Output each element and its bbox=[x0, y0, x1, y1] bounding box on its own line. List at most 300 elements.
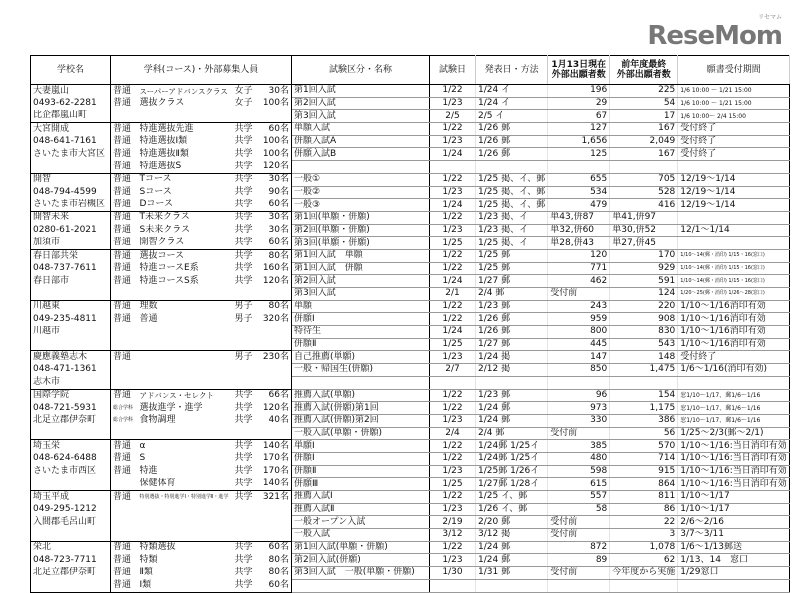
exam-date: 1/22 bbox=[430, 249, 476, 262]
prev-applicants: 543 bbox=[610, 338, 678, 351]
application-period: 1/13、14 窓口 bbox=[678, 554, 790, 567]
school-phone: 048-624-6488 bbox=[31, 452, 111, 465]
announce-method: 1/24 郵 bbox=[476, 414, 548, 427]
course-name: S未来クラス bbox=[139, 224, 190, 235]
course-name: 特進選抜Ⅰ類 bbox=[139, 136, 188, 147]
prev-applicants: 386 bbox=[610, 414, 678, 427]
applicants-count: 655 bbox=[548, 173, 610, 186]
course-type: 普通 bbox=[111, 249, 138, 262]
table-row bbox=[31, 529, 790, 542]
exam-name bbox=[292, 161, 430, 174]
exam-name: 一般③ bbox=[292, 199, 430, 212]
applicants-count: 120 bbox=[548, 249, 610, 262]
course-name bbox=[138, 338, 233, 351]
prev-applicants: 2,049 bbox=[610, 135, 678, 148]
course-quota: 60名 bbox=[259, 237, 292, 250]
header-school: 学校名 bbox=[31, 56, 111, 85]
application-period: 1/10～1/16消印有効 bbox=[678, 326, 790, 339]
applicants-count: 127 bbox=[548, 123, 610, 136]
prev-applicants: 22 bbox=[610, 516, 678, 529]
announce-method: 1/24 掲 bbox=[476, 351, 548, 364]
applicants-count bbox=[548, 579, 610, 592]
course-gender: 共学 bbox=[234, 478, 253, 489]
application-period: 1/10～1/17 bbox=[678, 503, 790, 516]
course-gender: 共学 bbox=[234, 579, 253, 590]
header-row bbox=[31, 56, 790, 85]
course-type bbox=[111, 364, 138, 377]
logo-kana: リセマム bbox=[758, 14, 782, 21]
announce-method: 2/20 郵 bbox=[476, 516, 548, 529]
course-gender bbox=[233, 364, 259, 377]
exam-name: 併願Ⅱ bbox=[292, 338, 430, 351]
school-phone: 049-235-4811 bbox=[31, 313, 111, 326]
course-type: 普通 bbox=[111, 491, 138, 504]
prev-applicants: 864 bbox=[610, 478, 678, 491]
exam-date: 1/30 bbox=[430, 567, 476, 580]
announce-method bbox=[476, 376, 548, 389]
exam-name: 推薦入試Ⅰ bbox=[292, 491, 430, 504]
exam-name: 第1回入試(単願・併願) bbox=[292, 541, 430, 554]
course-gender: 共学 bbox=[234, 275, 253, 286]
course-gender bbox=[233, 376, 259, 389]
course-gender: 共学 bbox=[233, 389, 259, 402]
exam-date: 1/23 bbox=[430, 224, 476, 237]
applicants-count bbox=[548, 161, 610, 174]
table-row bbox=[31, 262, 790, 275]
course-quota: 30名 bbox=[259, 85, 292, 98]
prev-applicants: 単27,併45 bbox=[610, 237, 678, 250]
course-type: 普通 bbox=[113, 161, 132, 172]
application-period: 1/6～1/16(消印有効) bbox=[678, 364, 790, 377]
course-quota: 120名 bbox=[259, 275, 292, 288]
table-row bbox=[31, 579, 790, 592]
course-quota bbox=[259, 110, 292, 123]
announce-method: 1/24 イ bbox=[476, 85, 548, 98]
school-city: 加須市 bbox=[31, 237, 111, 250]
course-gender: 共学 bbox=[234, 136, 253, 147]
table-row bbox=[31, 516, 790, 529]
application-period: 2/6～2/16 bbox=[678, 516, 790, 529]
exam-name: 第3回入試 bbox=[292, 288, 430, 301]
course-name bbox=[138, 364, 233, 377]
school-name: 大宮開成 bbox=[31, 123, 111, 136]
applicants-count: 196 bbox=[548, 85, 610, 98]
course-name bbox=[138, 427, 233, 440]
application-period: 1/10～1/16:当日消印有効 bbox=[678, 452, 790, 465]
application-period: 窓1/10～1/17、郵1/6～1/16 bbox=[678, 414, 790, 427]
applicants-count: 89 bbox=[548, 554, 610, 567]
course-gender bbox=[233, 516, 259, 529]
announce-method: 1/24郵 1/25イ bbox=[476, 452, 548, 465]
applicants-count: 受付前 bbox=[548, 529, 610, 542]
exam-date: 1/22 bbox=[430, 173, 476, 186]
exam-name: 推薦入試(併願)第2回 bbox=[292, 414, 430, 427]
exam-date: 1/24 bbox=[430, 148, 476, 161]
course-name: 開智クラス bbox=[139, 237, 185, 248]
course-gender: 男子 bbox=[233, 351, 259, 364]
course-type: 普通 bbox=[111, 85, 138, 98]
table-row bbox=[31, 351, 790, 364]
course-quota: 90名 bbox=[259, 186, 292, 199]
exam-name: 第2回入試(併願) bbox=[292, 554, 430, 567]
announce-method: 1/26 郵 bbox=[476, 135, 548, 148]
applicants-count: 147 bbox=[548, 351, 610, 364]
school-phone: 048-471-1361 bbox=[31, 364, 111, 377]
applicants-count: 872 bbox=[548, 541, 610, 554]
exam-name: 自己推薦(単願) bbox=[292, 351, 430, 364]
announce-method: 1/26 郵 bbox=[476, 123, 548, 136]
announce-method: 1/23 郵 bbox=[476, 300, 548, 313]
applicants-count: 445 bbox=[548, 338, 610, 351]
course-gender: 共学 bbox=[234, 186, 253, 197]
resemom-logo bbox=[647, 14, 782, 51]
course-type: 普通 bbox=[113, 136, 132, 147]
applicants-count: 96 bbox=[548, 389, 610, 402]
applicants-count: 受付前 bbox=[548, 288, 610, 301]
course-name bbox=[138, 376, 233, 389]
exam-name: 推薦入試(単願) bbox=[292, 389, 430, 402]
applicants-count: 615 bbox=[548, 478, 610, 491]
course-quota: 30名 bbox=[259, 173, 292, 186]
course-type bbox=[111, 427, 138, 440]
prev-applicants: 929 bbox=[610, 262, 678, 275]
course-gender bbox=[233, 503, 259, 516]
prev-applicants: 591 bbox=[610, 275, 678, 288]
course-name: 理数 bbox=[138, 300, 233, 313]
course-quota: 60名 bbox=[259, 579, 292, 592]
exam-name: 推薦入試Ⅱ bbox=[292, 503, 430, 516]
course-type: 普通 bbox=[113, 262, 132, 273]
course-gender: 共学 bbox=[234, 554, 253, 565]
table-row bbox=[31, 199, 790, 212]
application-period: 窓1/10～1/17、郵1/6～1/16 bbox=[678, 402, 790, 415]
application-period: 受付終了 bbox=[678, 123, 790, 136]
course-gender: 共学 bbox=[234, 415, 253, 426]
school-name: 埼玉平成 bbox=[31, 491, 111, 504]
school-city: さいたま市西区 bbox=[31, 465, 111, 478]
logo-text: ReseMom bbox=[647, 21, 782, 51]
table-row bbox=[31, 110, 790, 123]
course-quota bbox=[259, 503, 292, 516]
exam-name: 一般入試(単願・併願) bbox=[292, 427, 430, 440]
school-name: 国際学院 bbox=[31, 389, 111, 402]
course-type bbox=[111, 338, 138, 351]
school-name: 開智未来 bbox=[31, 211, 111, 224]
prev-applicants bbox=[610, 579, 678, 592]
course-quota: 140名 bbox=[259, 440, 292, 453]
course-quota: 80名 bbox=[259, 300, 292, 313]
school-name: 埼玉栄 bbox=[31, 440, 111, 453]
applicants-count: 557 bbox=[548, 491, 610, 504]
prev-applicants: 56 bbox=[610, 427, 678, 440]
header-applicants: 1月13日現在 外部出願者数 bbox=[548, 56, 610, 85]
exam-date: 2/19 bbox=[430, 516, 476, 529]
course-quota: 100名 bbox=[259, 97, 292, 110]
course-quota: 60名 bbox=[259, 123, 292, 136]
course-gender: 共学 bbox=[234, 148, 253, 159]
application-period: 窓1/10～1/17、郵1/6～1/16 bbox=[678, 389, 790, 402]
applicants-count: 534 bbox=[548, 186, 610, 199]
course-gender: 共学 bbox=[233, 541, 259, 554]
school-phone: 049-295-1212 bbox=[31, 503, 111, 516]
announce-method: 2/12 掲 bbox=[476, 364, 548, 377]
announce-method: 1/23 掲、イ bbox=[476, 211, 548, 224]
course-quota bbox=[259, 288, 292, 301]
table-row bbox=[31, 541, 790, 554]
prev-applicants: 17 bbox=[610, 110, 678, 123]
course-name: 特進選抜Ⅱ類 bbox=[139, 148, 189, 159]
course-quota: 80名 bbox=[259, 249, 292, 262]
exam-name: 一般オープン入試 bbox=[292, 516, 430, 529]
school-city: さいたま市岩槻区 bbox=[31, 199, 111, 212]
course-name bbox=[138, 503, 233, 516]
prev-applicants: 570 bbox=[610, 440, 678, 453]
course-gender: 共学 bbox=[234, 199, 253, 210]
announce-method: 1/24 郵 bbox=[476, 554, 548, 567]
course-quota: 80名 bbox=[259, 554, 292, 567]
application-period: 12/19～1/14 bbox=[678, 173, 790, 186]
exam-date: 1/22 bbox=[430, 541, 476, 554]
announce-method: 1/24郵 1/25イ bbox=[476, 440, 548, 453]
table-row bbox=[31, 567, 790, 580]
exam-date: 1/22 bbox=[430, 402, 476, 415]
exam-name: 第3回入試 一般(単願・併願) bbox=[292, 567, 430, 580]
announce-method: 1/24 郵 bbox=[476, 541, 548, 554]
announce-method: 1/25 掲、イ bbox=[476, 237, 548, 250]
course-type: 普通 bbox=[113, 98, 132, 109]
prev-applicants: 124 bbox=[610, 288, 678, 301]
applicants-count: 479 bbox=[548, 199, 610, 212]
course-gender bbox=[233, 326, 259, 339]
course-name: 特進コースE系 bbox=[139, 262, 199, 273]
exam-date: 1/23 bbox=[430, 554, 476, 567]
prev-applicants: 62 bbox=[610, 554, 678, 567]
prev-applicants: 705 bbox=[610, 173, 678, 186]
exam-name: 一般① bbox=[292, 173, 430, 186]
course-gender bbox=[233, 529, 259, 542]
prev-applicants: 220 bbox=[610, 300, 678, 313]
course-quota bbox=[259, 516, 292, 529]
course-name: 食物調理 bbox=[139, 415, 176, 426]
course-quota: 66名 bbox=[259, 389, 292, 402]
school-name: 慶應義塾志木 bbox=[31, 351, 111, 364]
table-row bbox=[31, 491, 790, 504]
applicants-count: 58 bbox=[548, 503, 610, 516]
course-name: Tコース bbox=[138, 173, 233, 186]
application-period: 1/10～14(郵・消印) 1/15・16(窓口) bbox=[678, 262, 790, 275]
course-type bbox=[111, 529, 138, 542]
table-row bbox=[31, 478, 790, 491]
applicants-count: 受付前 bbox=[548, 567, 610, 580]
course-quota: 40名 bbox=[259, 414, 292, 427]
table-row bbox=[31, 414, 790, 427]
course-gender: 女子 bbox=[234, 98, 253, 109]
announce-method: 1/25 イ、郵 bbox=[476, 491, 548, 504]
course-name bbox=[138, 288, 233, 301]
school-city: さいたま市大宮区 bbox=[31, 148, 111, 161]
applicants-count: 125 bbox=[548, 148, 610, 161]
exam-date: 3/12 bbox=[430, 529, 476, 542]
course-type: 普通 bbox=[113, 237, 132, 248]
course-quota: 320名 bbox=[259, 313, 292, 326]
announce-method: 1/24 郵 bbox=[476, 402, 548, 415]
course-gender: 共学 bbox=[233, 123, 259, 136]
exam-name: 単願 bbox=[292, 300, 430, 313]
header-dept: 学科(コース)・外部募集人員 bbox=[111, 56, 292, 85]
course-type: 普通 bbox=[113, 554, 132, 565]
prev-applicants: 167 bbox=[610, 123, 678, 136]
course-type: 普通 bbox=[113, 567, 132, 578]
course-name: 特進選抜先進 bbox=[138, 123, 233, 136]
applicants-count bbox=[548, 376, 610, 389]
applicants-count: 受付前 bbox=[548, 516, 610, 529]
course-name bbox=[138, 351, 233, 364]
announce-method: 1/27郵 1/28イ bbox=[476, 478, 548, 491]
school-cell bbox=[31, 161, 111, 174]
table-row bbox=[31, 275, 790, 288]
announce-method bbox=[476, 161, 548, 174]
course-name: 選抜進学・進学 bbox=[139, 402, 203, 413]
announce-method: 1/26 郵 bbox=[476, 326, 548, 339]
announce-method: 2/4 郵 bbox=[476, 288, 548, 301]
school-city: 北足立郡伊奈町 bbox=[31, 567, 111, 580]
announce-method: 1/31 郵 bbox=[476, 567, 548, 580]
exam-date: 2/7 bbox=[430, 364, 476, 377]
course-name: 保健体育 bbox=[139, 478, 176, 489]
course-quota bbox=[259, 364, 292, 377]
course-gender: 女子 bbox=[233, 85, 259, 98]
course-type: 普通 bbox=[111, 300, 138, 313]
course-gender bbox=[233, 427, 259, 440]
course-quota bbox=[259, 338, 292, 351]
school-city: 入間郡毛呂山町 bbox=[31, 516, 111, 529]
course-gender: 共学 bbox=[234, 262, 253, 273]
course-gender: 共学 bbox=[234, 237, 253, 248]
school-city: 春日部市 bbox=[31, 275, 111, 288]
exam-date: 2/4 bbox=[430, 427, 476, 440]
course-name: α bbox=[138, 440, 233, 453]
course-quota: 60名 bbox=[259, 199, 292, 212]
school-phone: 048-641-7161 bbox=[31, 135, 111, 148]
exam-date: 1/22 bbox=[430, 123, 476, 136]
applicants-count: 330 bbox=[548, 414, 610, 427]
course-type bbox=[111, 478, 138, 491]
prev-applicants: 3 bbox=[610, 529, 678, 542]
exam-date: 1/23 bbox=[430, 414, 476, 427]
table-row bbox=[31, 237, 790, 250]
prev-applicants: 1,078 bbox=[610, 541, 678, 554]
application-period bbox=[678, 376, 790, 389]
exam-name: 一般入試 bbox=[292, 529, 430, 542]
application-period bbox=[678, 579, 790, 592]
application-period: 1/10～14(郵・消印) 1/15・16(窓口) bbox=[678, 275, 790, 288]
prev-applicants: 今年度から実施 bbox=[610, 567, 678, 580]
course-quota bbox=[259, 529, 292, 542]
application-period: 1/10～1/16消印有効 bbox=[678, 313, 790, 326]
prev-applicants: 1,175 bbox=[610, 402, 678, 415]
school-cell bbox=[31, 338, 111, 351]
exam-name: 第1回入試 bbox=[292, 85, 430, 98]
exam-name: 第1回入試 単願 bbox=[292, 249, 430, 262]
applicants-count: 480 bbox=[548, 452, 610, 465]
school-name: 春日部共栄 bbox=[31, 249, 111, 262]
course-type: 普通 bbox=[113, 453, 132, 464]
applicants-count: 800 bbox=[548, 326, 610, 339]
school-name: 栄北 bbox=[31, 541, 111, 554]
course-quota: 30名 bbox=[259, 224, 292, 237]
course-gender: 共学 bbox=[234, 224, 253, 235]
exam-date: 1/22 bbox=[430, 491, 476, 504]
course-type: 普通 bbox=[113, 148, 132, 159]
header-exam: 試験区分・名称 bbox=[292, 56, 430, 85]
application-period: 1/10～1/16:当日消印有効 bbox=[678, 478, 790, 491]
school-name: 川越東 bbox=[31, 300, 111, 313]
course-type: 普通 bbox=[111, 440, 138, 453]
exam-date: 1/22 bbox=[430, 211, 476, 224]
course-name: 選抜コース bbox=[138, 249, 233, 262]
exam-date: 1/24 bbox=[430, 275, 476, 288]
course-type: 普通 bbox=[113, 313, 132, 324]
course-name: Dコース bbox=[139, 199, 173, 210]
course-type: 普通 bbox=[113, 186, 132, 197]
announce-method: 1/25郵 1/26イ bbox=[476, 465, 548, 478]
school-cell bbox=[31, 427, 111, 440]
table-row bbox=[31, 465, 790, 478]
prev-applicants: 86 bbox=[610, 503, 678, 516]
course-quota: 160名 bbox=[259, 262, 292, 275]
application-period: 12/19～1/14 bbox=[678, 199, 790, 212]
course-name: 特進 bbox=[139, 465, 158, 476]
exam-date: 2/1 bbox=[430, 288, 476, 301]
table-row bbox=[31, 402, 790, 415]
application-period: 1/10～14(郵・消印) 1/15・16(窓口) bbox=[678, 249, 790, 262]
exam-name bbox=[292, 579, 430, 592]
application-period: 1/10～1/16消印有効 bbox=[678, 300, 790, 313]
application-period bbox=[678, 161, 790, 174]
application-period: 受付終了 bbox=[678, 351, 790, 364]
prev-applicants: 154 bbox=[610, 389, 678, 402]
announce-method: 2/5 イ bbox=[476, 110, 548, 123]
exam-date: 1/22 bbox=[430, 313, 476, 326]
exam-name: 第3回(単願・併願) bbox=[292, 237, 430, 250]
course-type: 普通 bbox=[113, 579, 132, 590]
prev-applicants: 714 bbox=[610, 452, 678, 465]
prev-applicants: 148 bbox=[610, 351, 678, 364]
exam-date: 1/22 bbox=[430, 85, 476, 98]
course-type bbox=[111, 516, 138, 529]
course-name: T未来クラス bbox=[138, 211, 233, 224]
exam-name: 併願入試A bbox=[292, 135, 430, 148]
application-period: 1/10～1/16:当日消印有効 bbox=[678, 465, 790, 478]
course-name: アドバンス・セレクト bbox=[138, 389, 233, 402]
table-row bbox=[31, 389, 790, 402]
application-period: 受付終了 bbox=[678, 135, 790, 148]
announce-method: 3/12 掲 bbox=[476, 529, 548, 542]
school-phone: 048-723-7711 bbox=[31, 554, 111, 567]
announce-method: 1/25 掲、イ、郵 bbox=[476, 199, 548, 212]
course-type: 普通 bbox=[111, 351, 138, 364]
course-gender: 共学 bbox=[234, 453, 253, 464]
announce-method: 1/26 郵 bbox=[476, 148, 548, 161]
course-type: 普通 bbox=[111, 173, 138, 186]
prev-applicants: 170 bbox=[610, 249, 678, 262]
applicants-count: 受付前 bbox=[548, 427, 610, 440]
announce-method: 1/23 郵 bbox=[476, 389, 548, 402]
exam-name: 単願Ⅰ bbox=[292, 440, 430, 453]
exam-name: 特待生 bbox=[292, 326, 430, 339]
course-gender: 共学 bbox=[233, 249, 259, 262]
course-gender: 共学 bbox=[233, 491, 259, 504]
